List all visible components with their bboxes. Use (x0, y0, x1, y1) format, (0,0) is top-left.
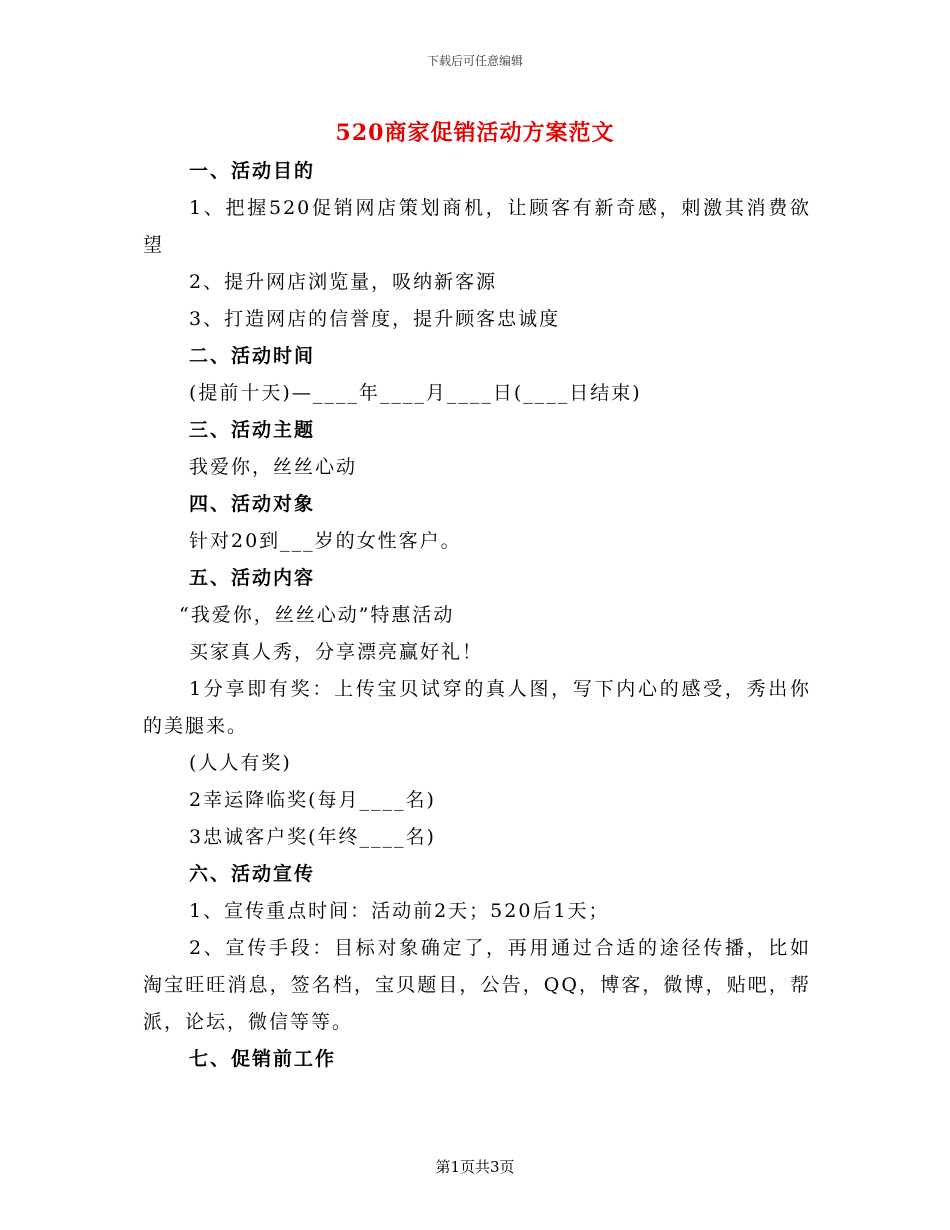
section-heading-purpose: 一、活动目的 (189, 160, 316, 182)
paragraph-content-6: 3忠诚客户奖(年终____名) (189, 826, 436, 848)
paragraph-theme: 我爱你，丝丝心动 (189, 456, 358, 478)
paragraph-time: (提前十天)—____年____月____日(____日结束) (189, 382, 642, 404)
section-heading-promotion: 六、活动宣传 (189, 863, 316, 885)
paragraph-content-2: 买家真人秀，分享漂亮赢好礼！ (189, 641, 484, 663)
header-note: 下载后可任意编辑 (426, 54, 523, 68)
document-title: 520商家促销活动方案范文 (335, 120, 615, 146)
paragraph-content-5: 2幸运降临奖(每月____名) (189, 789, 436, 811)
section-heading-content: 五、活动内容 (189, 567, 316, 589)
section-heading-target: 四、活动对象 (189, 493, 316, 515)
paragraph-promotion-2: 2、宣传手段：目标对象确定了，再用通过合适的途径传播，比如淘宝旺旺消息，签名档，宝贝题目，公告，QQ，博客，微博，贴吧，帮派，论坛，微信等等。 (143, 937, 811, 1033)
paragraph-content-4: (人人有奖) (189, 752, 292, 774)
paragraph-promotion-1: 1、宣传重点时间：活动前2天；520后1天； (189, 900, 610, 922)
section-heading-time: 二、活动时间 (189, 345, 316, 367)
document-body (143, 153, 811, 1078)
paragraph-content-3: 1分享即有奖：上传宝贝试穿的真人图，写下内心的感受，秀出你的美腿来。 (143, 678, 811, 737)
page-number: 第1页共3页 (435, 1158, 515, 1176)
paragraph-target: 针对20到___岁的女性客户。 (189, 530, 462, 552)
section-heading-preparation: 七、促销前工作 (189, 1048, 337, 1070)
paragraph-content-1: “我爱你，丝丝心动”特惠活动 (179, 604, 455, 626)
paragraph-purpose-3: 3、打造网店的信誉度，提升顾客忠诚度 (189, 308, 561, 330)
section-heading-theme: 三、活动主题 (189, 419, 316, 441)
paragraph-purpose-1: 1、把握520促销网店策划商机，让顾客有新奇感，刺激其消费欲望 (143, 197, 811, 256)
paragraph-purpose-2: 2、提升网店浏览量，吸纳新客源 (189, 271, 498, 293)
